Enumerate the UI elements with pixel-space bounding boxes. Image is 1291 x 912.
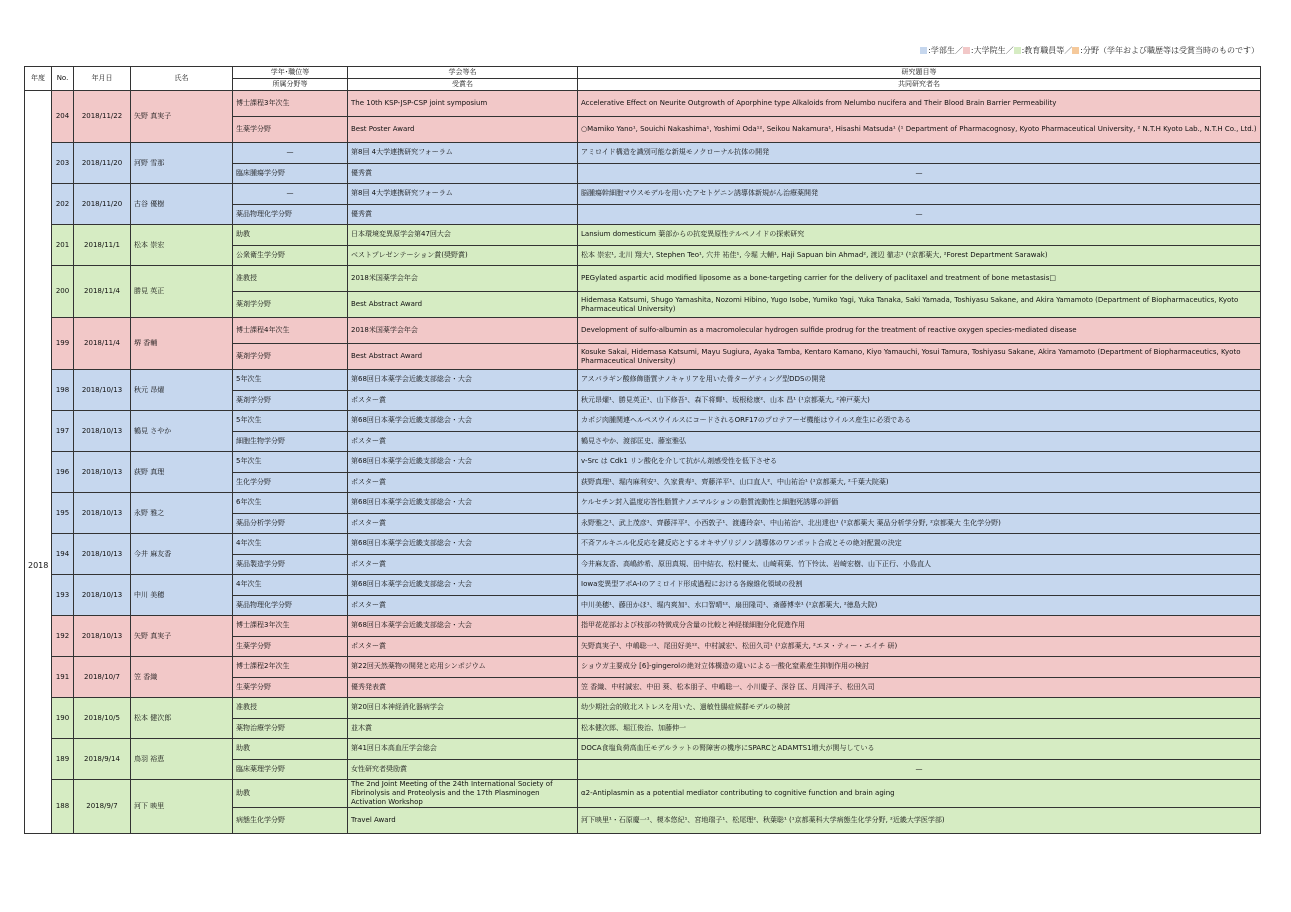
row-date: 2018/11/20 xyxy=(74,184,131,225)
row-coauthors: 秋元昂燿¹、勝見英正¹、山下修吾¹、森下将輝¹、坂根稔康²、山本 昌¹ (¹京都薬大, ²神戸薬大) xyxy=(578,390,1261,411)
undergrad-swatch xyxy=(920,47,927,54)
row-award: ポスター賞 xyxy=(348,595,578,616)
row-award: ポスター賞 xyxy=(348,472,578,493)
row-name: 秋元 昂燿 xyxy=(131,370,233,411)
row-grade: 5年次生 xyxy=(233,411,348,432)
row-name: 松本 健次郎 xyxy=(131,698,233,739)
row-grade: 4年次生 xyxy=(233,575,348,596)
row-dept: 臨床腫瘍学分野 xyxy=(233,163,348,184)
legend-field: :分野（学年および職歴等は受賞当時のものです） xyxy=(1080,46,1259,55)
table-row xyxy=(25,657,1261,678)
row-award: 優秀賞 xyxy=(348,204,578,225)
legend-staff: :教育職員等／ xyxy=(1021,46,1073,55)
row-no: 199 xyxy=(52,318,74,370)
row-grade: 博士課程3年次生 xyxy=(233,616,348,637)
row-no: 190 xyxy=(52,698,74,739)
row-dept: 薬品分析学分野 xyxy=(233,513,348,534)
staff-swatch xyxy=(1014,47,1021,54)
row-coauthors: 笠 香織、中村誠宏、中田 葵、松本朋子、中嶋聡一、小川慶子、深谷 匡、月岡洋子、松田久司 xyxy=(578,677,1261,698)
row-grade: 5年次生 xyxy=(233,452,348,473)
row-grade: 博士課程4年次生 xyxy=(233,318,348,344)
row-name: 鳥羽 裕恵 xyxy=(131,739,233,780)
row-society: 2018米国薬学会年会 xyxy=(348,266,578,292)
row-title: ケルセチン封入温度応答性脂質ナノエマルションの脂質流動性と細胞死誘導の評価 xyxy=(578,493,1261,514)
row-no: 192 xyxy=(52,616,74,657)
row-title: アミロイド構造を識別可能な新規モノクローナル抗体の開発 xyxy=(578,143,1261,164)
row-name: 荻野 真理 xyxy=(131,452,233,493)
row-coauthors: 荻野真理¹、堀内麻利安¹、久家貴寿¹、齊藤洋平¹、山口直人²、中山祐治¹ (¹京都薬大, ²千葉大院薬) xyxy=(578,472,1261,493)
row-date: 2018/10/13 xyxy=(74,411,131,452)
row-dept: 薬剤学分野 xyxy=(233,390,348,411)
table-row xyxy=(25,225,1261,246)
row-no: 195 xyxy=(52,493,74,534)
header-date: 年月日 xyxy=(74,67,131,91)
row-award: ポスター賞 xyxy=(348,636,578,657)
row-society: 第68回日本薬学会近畿支部総会・大会 xyxy=(348,575,578,596)
table-row xyxy=(25,411,1261,432)
header-year: 年度 xyxy=(25,67,52,91)
row-date: 2018/11/22 xyxy=(74,91,131,143)
table-row xyxy=(25,698,1261,719)
row-grade: 博士課程3年次生 xyxy=(233,91,348,117)
row-society: 第68回日本薬学会近畿支部総会・大会 xyxy=(348,616,578,637)
row-society: The 2nd Joint Meeting of the 24th International Society of Fibrinolysis and Proteolysis and the 17th Plasminogen Activation Workshop xyxy=(348,780,578,808)
row-title: 指甲花花部および枝部の特徴成分含量の比較と神経様細胞分化促進作用 xyxy=(578,616,1261,637)
year-cell: 2018 xyxy=(25,91,52,834)
table-row xyxy=(25,370,1261,391)
row-no: 197 xyxy=(52,411,74,452)
row-coauthors: 中川美穂¹、藤田かほ¹、堀内爽加¹、水口智晴¹²、扇田隆司¹、斎藤博幸¹ (¹京都薬大, ²徳島大院) xyxy=(578,595,1261,616)
row-society: 第20回日本神経消化器病学会 xyxy=(348,698,578,719)
row-name: 堺 香輔 xyxy=(131,318,233,370)
row-dept: 生薬学分野 xyxy=(233,636,348,657)
row-grade: 准教授 xyxy=(233,266,348,292)
table-row xyxy=(25,534,1261,555)
row-date: 2018/10/13 xyxy=(74,534,131,575)
header-dept: 所属分野等 xyxy=(233,79,348,91)
table-row xyxy=(25,91,1261,117)
row-dept: 生薬学分野 xyxy=(233,117,348,143)
grad-swatch xyxy=(963,47,970,54)
row-title: 脳腫瘍幹細胞マウスモデルを用いたアセトゲニン誘導体新規がん治療薬開発 xyxy=(578,184,1261,205)
header-no: No. xyxy=(52,67,74,91)
row-award: Best Abstract Award xyxy=(348,344,578,370)
row-dept: 公衆衛生学分野 xyxy=(233,245,348,266)
row-title: PEGylated aspartic acid modified liposome as a bone-targeting carrier for the delivery of paclitaxel and treatment of bone metastasis□ xyxy=(578,266,1261,292)
row-coauthors: 松本 崇宏¹, 北川 翔大¹, Stephen Teo¹, 穴井 祐佳¹, 今堀 大輔¹, Haji Sapuan bin Ahmad², 渡辺 徹志¹ (¹京都薬大, ²Forest Department Sarawak) xyxy=(578,245,1261,266)
row-coauthors: Kosuke Sakai, Hidemasa Katsumi, Mayu Sugiura, Ayaka Tamba, Kentaro Kamano, Kiyo Yamauchi, Yosui Tamura, Toshiyasu Sakane, Akira Yamamoto (Department of Biopharmaceutics, Kyoto Pharmaceutical University) xyxy=(578,344,1261,370)
row-grade: 6年次生 xyxy=(233,493,348,514)
row-name: 河下 映里 xyxy=(131,780,233,834)
table-row xyxy=(25,143,1261,164)
row-grade: 准教授 xyxy=(233,698,348,719)
row-name: 矢野 真実子 xyxy=(131,616,233,657)
header-grade: 学年･職位等 xyxy=(233,67,348,79)
row-dept: 薬品物理化学分野 xyxy=(233,595,348,616)
row-grade: — xyxy=(233,184,348,205)
row-name: 古谷 優樹 xyxy=(131,184,233,225)
row-title: DOCA食塩負荷高血圧モデルラットの腎障害の機序にSPARCとADAMTS1増大が関与している xyxy=(578,739,1261,760)
row-society: 第68回日本薬学会近畿支部総会・大会 xyxy=(348,370,578,391)
row-name: 河野 雪那 xyxy=(131,143,233,184)
table-row xyxy=(25,575,1261,596)
awards-table xyxy=(24,66,1261,834)
row-society: 第41回日本高血圧学会総会 xyxy=(348,739,578,760)
row-coauthors: Hidemasa Katsumi, Shugo Yamashita, Nozomi Hibino, Yugo Isobe, Yumiko Yagi, Yuka Tanaka, Saki Yamada, Toshiyasu Sakane, and Akira Yamamoto (Department of Biopharmaceutics, Kyoto Pharmaceutical University) xyxy=(578,292,1261,318)
row-name: 矢野 真実子 xyxy=(131,91,233,143)
row-society: 第22回天然薬物の開発と応用シンポジウム xyxy=(348,657,578,678)
row-award: 並木賞 xyxy=(348,718,578,739)
row-grade: 助教 xyxy=(233,780,348,808)
row-dept: 薬剤学分野 xyxy=(233,292,348,318)
header-award: 受賞名 xyxy=(348,79,578,91)
table-body xyxy=(25,91,1261,834)
table-row xyxy=(25,266,1261,292)
row-grade: — xyxy=(233,143,348,164)
row-no: 196 xyxy=(52,452,74,493)
row-coauthors: ○Mamiko Yano¹, Souichi Nakashima¹, Yoshimi Oda¹², Seikou Nakamura¹, Hisashi Matsuda¹ (¹ Department of Pharmacognosy, Kyoto Pharmaceutical University, ² N.T.H Kyoto Lab., N.T.H Co., Ltd.) xyxy=(578,117,1261,143)
row-date: 2018/10/13 xyxy=(74,616,131,657)
header-name: 氏名 xyxy=(131,67,233,91)
row-title: v-Src は Cdk1 リン酸化を介して抗がん剤感受性を低下させる xyxy=(578,452,1261,473)
row-title: アスパラギン酸修飾脂質ナノキャリアを用いた骨ターゲティング型DDSの開発 xyxy=(578,370,1261,391)
row-no: 198 xyxy=(52,370,74,411)
row-no: 194 xyxy=(52,534,74,575)
row-coauthors: 松本健次郎、堀江俊治、加藤伸一 xyxy=(578,718,1261,739)
row-date: 2018/10/13 xyxy=(74,452,131,493)
row-date: 2018/10/5 xyxy=(74,698,131,739)
row-title: α2-Antiplasmin as a potential mediator contributing to cognitive function and brain aging xyxy=(578,780,1261,808)
row-coauthors: 今井麻友香、高嶋紗希、原田真規、田中結衣、松村優太、山崎莉葉、竹下怜汰、岩崎宏樹、山下正行、小島直人 xyxy=(578,554,1261,575)
row-coauthors: — xyxy=(578,204,1261,225)
row-coauthors: 河下映里¹・石原慶一¹、榎本悠紀¹、宮地瑞子¹、松尾理²、秋葉聡¹ (¹京都薬科大学病態生化学分野, ²近畿大学医学部) xyxy=(578,808,1261,834)
field-swatch xyxy=(1072,47,1079,54)
row-name: 笠 香織 xyxy=(131,657,233,698)
row-no: 189 xyxy=(52,739,74,780)
row-no: 202 xyxy=(52,184,74,225)
awards-table-wrapper xyxy=(24,66,1260,834)
header-coauthors: 共同研究者名 xyxy=(578,79,1261,91)
row-name: 今井 麻友香 xyxy=(131,534,233,575)
row-date: 2018/11/4 xyxy=(74,266,131,318)
row-coauthors: 永野雅之¹、武上茂彦¹、齊藤洋平²、小西敦子¹、渡邊玲奈¹、中山祐治²、北出達也¹ (¹京都薬大 薬品分析学分野, ²京都薬大 生化学分野) xyxy=(578,513,1261,534)
table-row xyxy=(25,616,1261,637)
row-dept: 薬品製造学分野 xyxy=(233,554,348,575)
row-society: 第68回日本薬学会近畿支部総会・大会 xyxy=(348,493,578,514)
row-title: ショウガ主要成分 [6]-gingerolの絶対立体構造の違いによる一酸化窒素産生抑制作用の検討 xyxy=(578,657,1261,678)
row-dept: 薬剤学分野 xyxy=(233,344,348,370)
row-dept: 薬品物理化学分野 xyxy=(233,204,348,225)
row-grade: 助教 xyxy=(233,739,348,760)
table-row xyxy=(25,739,1261,760)
legend-grad: :大学院生／ xyxy=(970,46,1014,55)
row-title: Accelerative Effect on Neurite Outgrowth of Aporphine type Alkaloids from Nelumbo nucifera and Their Blood Brain Barrier Permeability xyxy=(578,91,1261,117)
row-society: 2018米国薬学会年会 xyxy=(348,318,578,344)
row-dept: 臨床薬理学分野 xyxy=(233,759,348,780)
row-no: 200 xyxy=(52,266,74,318)
row-title: カポジ肉腫関連ヘルペスウイルスにコードされるORF17のプロテアーゼ機能はウイルス産生に必須である xyxy=(578,411,1261,432)
table-row xyxy=(25,493,1261,514)
row-award: ポスター賞 xyxy=(348,390,578,411)
row-date: 2018/11/1 xyxy=(74,225,131,266)
row-coauthors: 鶴見さやか、渡部匡史、藤室雅弘 xyxy=(578,431,1261,452)
row-grade: 5年次生 xyxy=(233,370,348,391)
table-row xyxy=(25,780,1261,808)
row-no: 203 xyxy=(52,143,74,184)
row-society: 第8回 4大学連携研究フォーラム xyxy=(348,143,578,164)
row-title: 幼少期社会的敗北ストレスを用いた、過敏性腸症候群モデルの検討 xyxy=(578,698,1261,719)
row-coauthors: — xyxy=(578,759,1261,780)
row-title: Iowa変異型アポA-Iのアミロイド形成過程における各線維化領域の役割 xyxy=(578,575,1261,596)
row-title: Lansium domesticum 葉部からの抗変異原性テルペノイドの探索研究 xyxy=(578,225,1261,246)
row-date: 2018/10/13 xyxy=(74,493,131,534)
row-date: 2018/9/7 xyxy=(74,780,131,834)
row-date: 2018/11/4 xyxy=(74,318,131,370)
table-row xyxy=(25,452,1261,473)
row-date: 2018/10/13 xyxy=(74,370,131,411)
row-no: 193 xyxy=(52,575,74,616)
row-date: 2018/10/13 xyxy=(74,575,131,616)
header-title: 研究題目等 xyxy=(578,67,1261,79)
row-society: 第68回日本薬学会近畿支部総会・大会 xyxy=(348,452,578,473)
row-coauthors: 矢野真実子¹、中嶋聡一¹、尾田好美¹²、中村誠宏¹、松田久司¹ (¹京都薬大, ²エヌ・ティー・エイチ 研) xyxy=(578,636,1261,657)
table-row xyxy=(25,318,1261,344)
row-name: 永野 雅之 xyxy=(131,493,233,534)
row-no: 201 xyxy=(52,225,74,266)
row-award: 女性研究者奨励賞 xyxy=(348,759,578,780)
row-award: ポスター賞 xyxy=(348,513,578,534)
row-date: 2018/10/7 xyxy=(74,657,131,698)
row-dept: 生化学分野 xyxy=(233,472,348,493)
row-no: 188 xyxy=(52,780,74,834)
row-award: 優秀発表賞 xyxy=(348,677,578,698)
row-date: 2018/9/14 xyxy=(74,739,131,780)
row-society: 第68回日本薬学会近畿支部総会・大会 xyxy=(348,411,578,432)
header-society: 学会等名 xyxy=(348,67,578,79)
row-society: The 10th KSP-JSP-CSP joint symposium xyxy=(348,91,578,117)
row-date: 2018/11/20 xyxy=(74,143,131,184)
table-row xyxy=(25,184,1261,205)
row-society: 第68回日本薬学会近畿支部総会・大会 xyxy=(348,534,578,555)
row-dept: 生薬学分野 xyxy=(233,677,348,698)
row-grade: 助教 xyxy=(233,225,348,246)
row-award: Best Abstract Award xyxy=(348,292,578,318)
row-award: 優秀賞 xyxy=(348,163,578,184)
row-award: ポスター賞 xyxy=(348,431,578,452)
row-award: ポスター賞 xyxy=(348,554,578,575)
row-award: Travel Award xyxy=(348,808,578,834)
row-no: 204 xyxy=(52,91,74,143)
row-grade: 4年次生 xyxy=(233,534,348,555)
row-no: 191 xyxy=(52,657,74,698)
row-title: 不斉アルキニル化反応を鍵反応とするオキサゾリジノン誘導体のワンポット合成とその絶対配置の決定 xyxy=(578,534,1261,555)
row-dept: 病態生化学分野 xyxy=(233,808,348,834)
legend xyxy=(920,45,1259,56)
row-coauthors: — xyxy=(578,163,1261,184)
row-award: ベストプレゼンテーション賞(奨野賞) xyxy=(348,245,578,266)
row-name: 松本 崇宏 xyxy=(131,225,233,266)
row-dept: 細胞生物学分野 xyxy=(233,431,348,452)
row-award: Best Poster Award xyxy=(348,117,578,143)
row-name: 鶴見 さやか xyxy=(131,411,233,452)
row-society: 第8回 4大学連携研究フォーラム xyxy=(348,184,578,205)
legend-undergrad: :学部生／ xyxy=(928,46,963,55)
row-grade: 博士課程2年次生 xyxy=(233,657,348,678)
row-name: 中川 美穂 xyxy=(131,575,233,616)
row-name: 勝見 英正 xyxy=(131,266,233,318)
row-dept: 薬物治療学分野 xyxy=(233,718,348,739)
row-society: 日本環境変異原学会第47回大会 xyxy=(348,225,578,246)
row-title: Development of sulfo-albumin as a macromolecular hydrogen sulfide prodrug for the treatment of reactive oxygen species-mediated disease xyxy=(578,318,1261,344)
